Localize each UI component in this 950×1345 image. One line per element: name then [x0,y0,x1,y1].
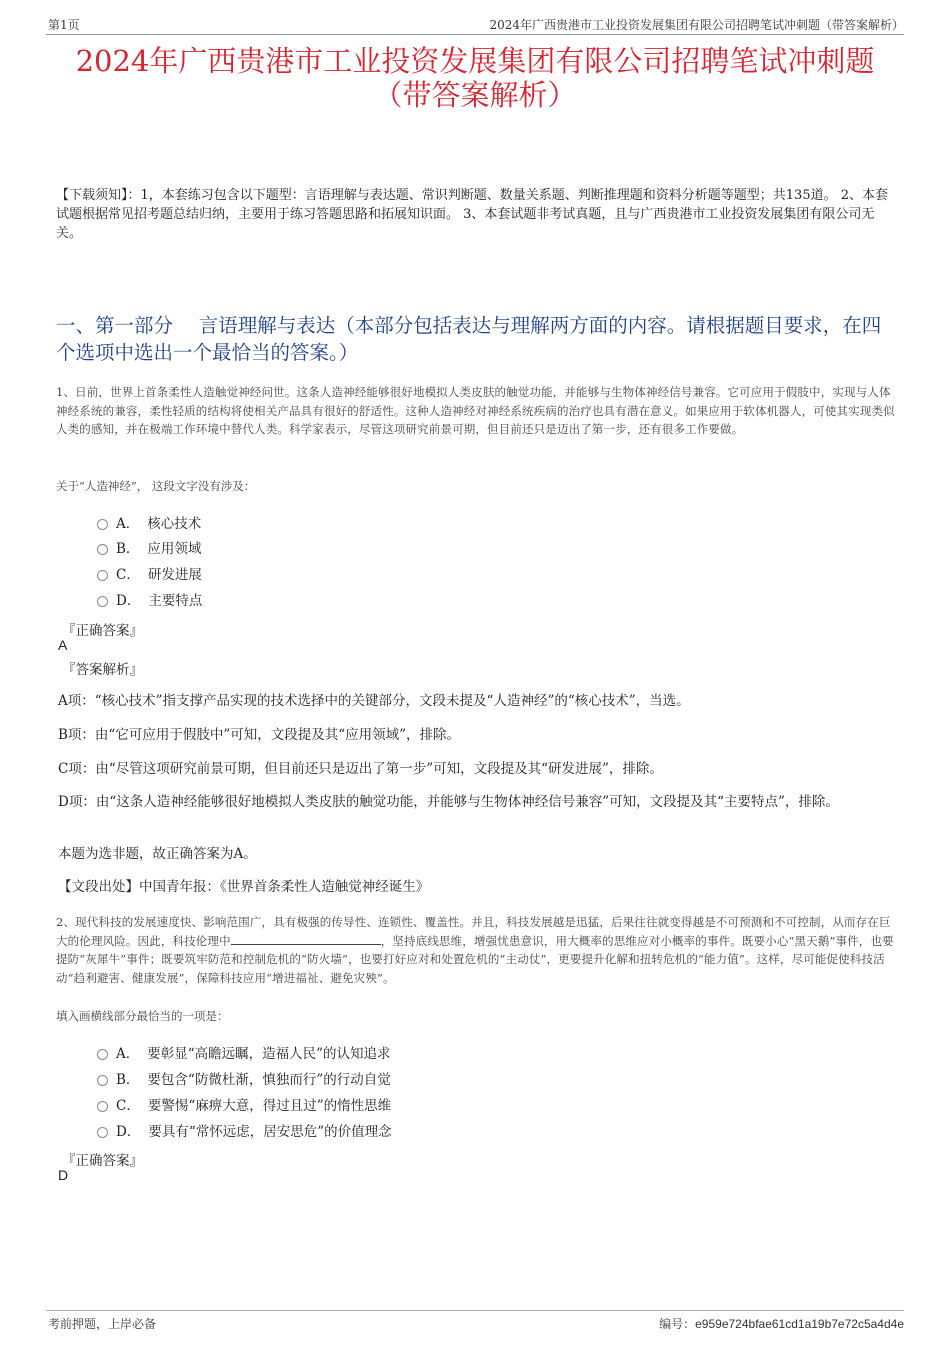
option-text: 要包含“防微杜渐，慎独而行”的行动自觉 [147,1072,391,1088]
q1-answer: A [58,637,68,653]
q1-option-a[interactable] [97,512,201,532]
q1-analysis-b: B项：由“它可应用于假肢中”可知，文段提及其“应用领域”，排除。 [58,727,461,743]
option-text: 核心技术 [147,516,202,532]
q2-stem [56,913,896,987]
code-value: e959e724bfae61cd1a19b7e72c5a4d4e [695,1317,904,1331]
q2-stem-before: 2、现代科技的发展速度快、影响范围广，具有极强的传导性、连锁性、覆盖性。并且，科技发展越是迅猛，后果往往就变得越是不可预测和不可控制，从而存在巨大的伦理风险。因此，科技伦理中 [56,915,891,948]
q2-answer: D [58,1167,69,1183]
q1-source: 【文段出处】中国青年报：《世界首条柔性人造触觉神经诞生》 [58,879,430,895]
footer-code [659,1315,904,1332]
option-key: B． [116,541,140,557]
option-key: C． [116,567,140,583]
option-text: 要彰显“高瞻远瞩，造福人民”的认知追求 [147,1046,391,1062]
page-header [46,14,904,35]
radio-icon[interactable] [97,1049,108,1060]
page-number: 第1页 [48,18,80,32]
q2-prompt: 填入画横线部分最恰当的一项是： [56,1009,229,1023]
radio-icon[interactable] [97,544,108,555]
option-text: 主要特点 [148,593,203,609]
title-line-2: （带答案解析） [373,78,577,112]
q1-option-d[interactable] [97,589,202,609]
q1-analysis-label: 『答案解析』 [62,662,143,678]
radio-icon[interactable] [97,519,108,530]
q1-option-b[interactable] [97,537,201,557]
q1-conclusion: 本题为选非题，故正确答案为A。 [58,846,257,862]
option-key: B． [116,1072,140,1088]
section-heading: 一、第一部分 言语理解与表达（本部分包括表达与理解两方面的内容。请根据题目要求，在四个选项中选出一个最恰当的答案。） [56,314,882,364]
option-text: 应用领域 [147,541,202,557]
option-text: 要具有“常怀远虑，居安思危”的价值理念 [148,1124,392,1140]
radio-icon[interactable] [97,1127,108,1138]
q1-analysis-d: D项：由“这条人造神经能够很好地模拟人类皮肤的触觉功能，并能够与生物体神经信号兼容”可知，文段提及其“主要特点”，排除。 [58,794,839,810]
q1-analysis-c: C项：由“尽管这项研究前景可期，但目前还只是迈出了第一步”可知，文段提及其“研发进展”，排除。 [58,761,663,777]
option-text: 要警惕“麻痹大意，得过且过”的惰性思维 [147,1098,392,1114]
title-line-1: 2024年广西贵港市工业投资发展集团有限公司招聘笔试冲刺题 [75,44,875,78]
q1-prompt: 关于“人造神经”， 这段文字没有涉及： [56,479,256,493]
fill-blank [231,933,381,945]
page-footer [46,1310,904,1337]
q1-option-c[interactable] [97,563,202,583]
q2-answer-label: 『正确答案』 [62,1153,143,1169]
option-text: 研发进展 [147,567,202,583]
header-doc-title: 2024年广西贵港市工业投资发展集团有限公司招聘笔试冲刺题（带答案解析） [489,18,904,32]
q1-stem: 1、日前，世界上首条柔性人造触觉神经问世。这条人造神经能够很好地模拟人类皮肤的触觉功能，并能够与生物体神经信号兼容。它可应用于假肢中，实现与人体神经系统的兼容，柔性轻质的结构将使相关产品具有很好的舒适性。这种人造神经对神经系统疾病的治疗也具有潜在意义。如果应用于软体机器人，可使其实现类似人类的感知，并在极端工作环境中替代人类。科学家表示，尽管这项研究前景可期，但目前还只是迈出了第一步，还有很多工作要做。 [56,385,895,436]
option-key: D． [116,593,141,609]
q2-option-c[interactable] [97,1094,391,1114]
q1-analysis-a: A项：“核心技术”指支撑产品实现的技术选择中的关键部分，文段未提及“人造神经”的“核心技术”，当选。 [58,693,690,709]
radio-icon[interactable] [97,570,108,581]
q2-stem-after: ，坚持底线思维，增强忧患意识，用大概率的思维应对小概率的事件。既要小心“黑天鹅”事件，也要提防“灰犀牛”事件；既要筑牢防范和控制危机的“防火墙”，也要打好应对和处置危机的“主动仗”，更要提升化解和扭转危机的“能力值”。这样，尽可能促使科技活动“趋利避害、健康发展”，保障科技应用“增进福祉、避免灾殃”。 [56,933,894,985]
q2-option-a[interactable] [97,1042,391,1062]
option-key: A． [116,1046,140,1062]
q2-option-d[interactable] [97,1120,392,1140]
q1-answer-label: 『正确答案』 [62,623,143,639]
page-title [40,44,910,112]
download-notice: 【下载须知】：1，本套练习包含以下题型：言语理解与表达题、常识判断题、数量关系题、判断推理题和资料分析题等题型；共135道。 2、本套试题根据常见招考题总结归纳，主要用于练习答题思路和拓展知识面。 3、本套试题非考试真题，且与广西贵港市工业投资发展集团有限公司无关。 [56,188,888,241]
option-key: C． [116,1098,140,1114]
option-key: D． [116,1124,141,1140]
radio-icon[interactable] [97,596,108,607]
radio-icon[interactable] [97,1075,108,1086]
code-label: 编号： [659,1317,696,1331]
footer-slogan: 考前押题，上岸必备 [48,1317,157,1331]
option-key: A． [116,516,140,532]
q2-option-b[interactable] [97,1068,391,1088]
radio-icon[interactable] [97,1101,108,1112]
